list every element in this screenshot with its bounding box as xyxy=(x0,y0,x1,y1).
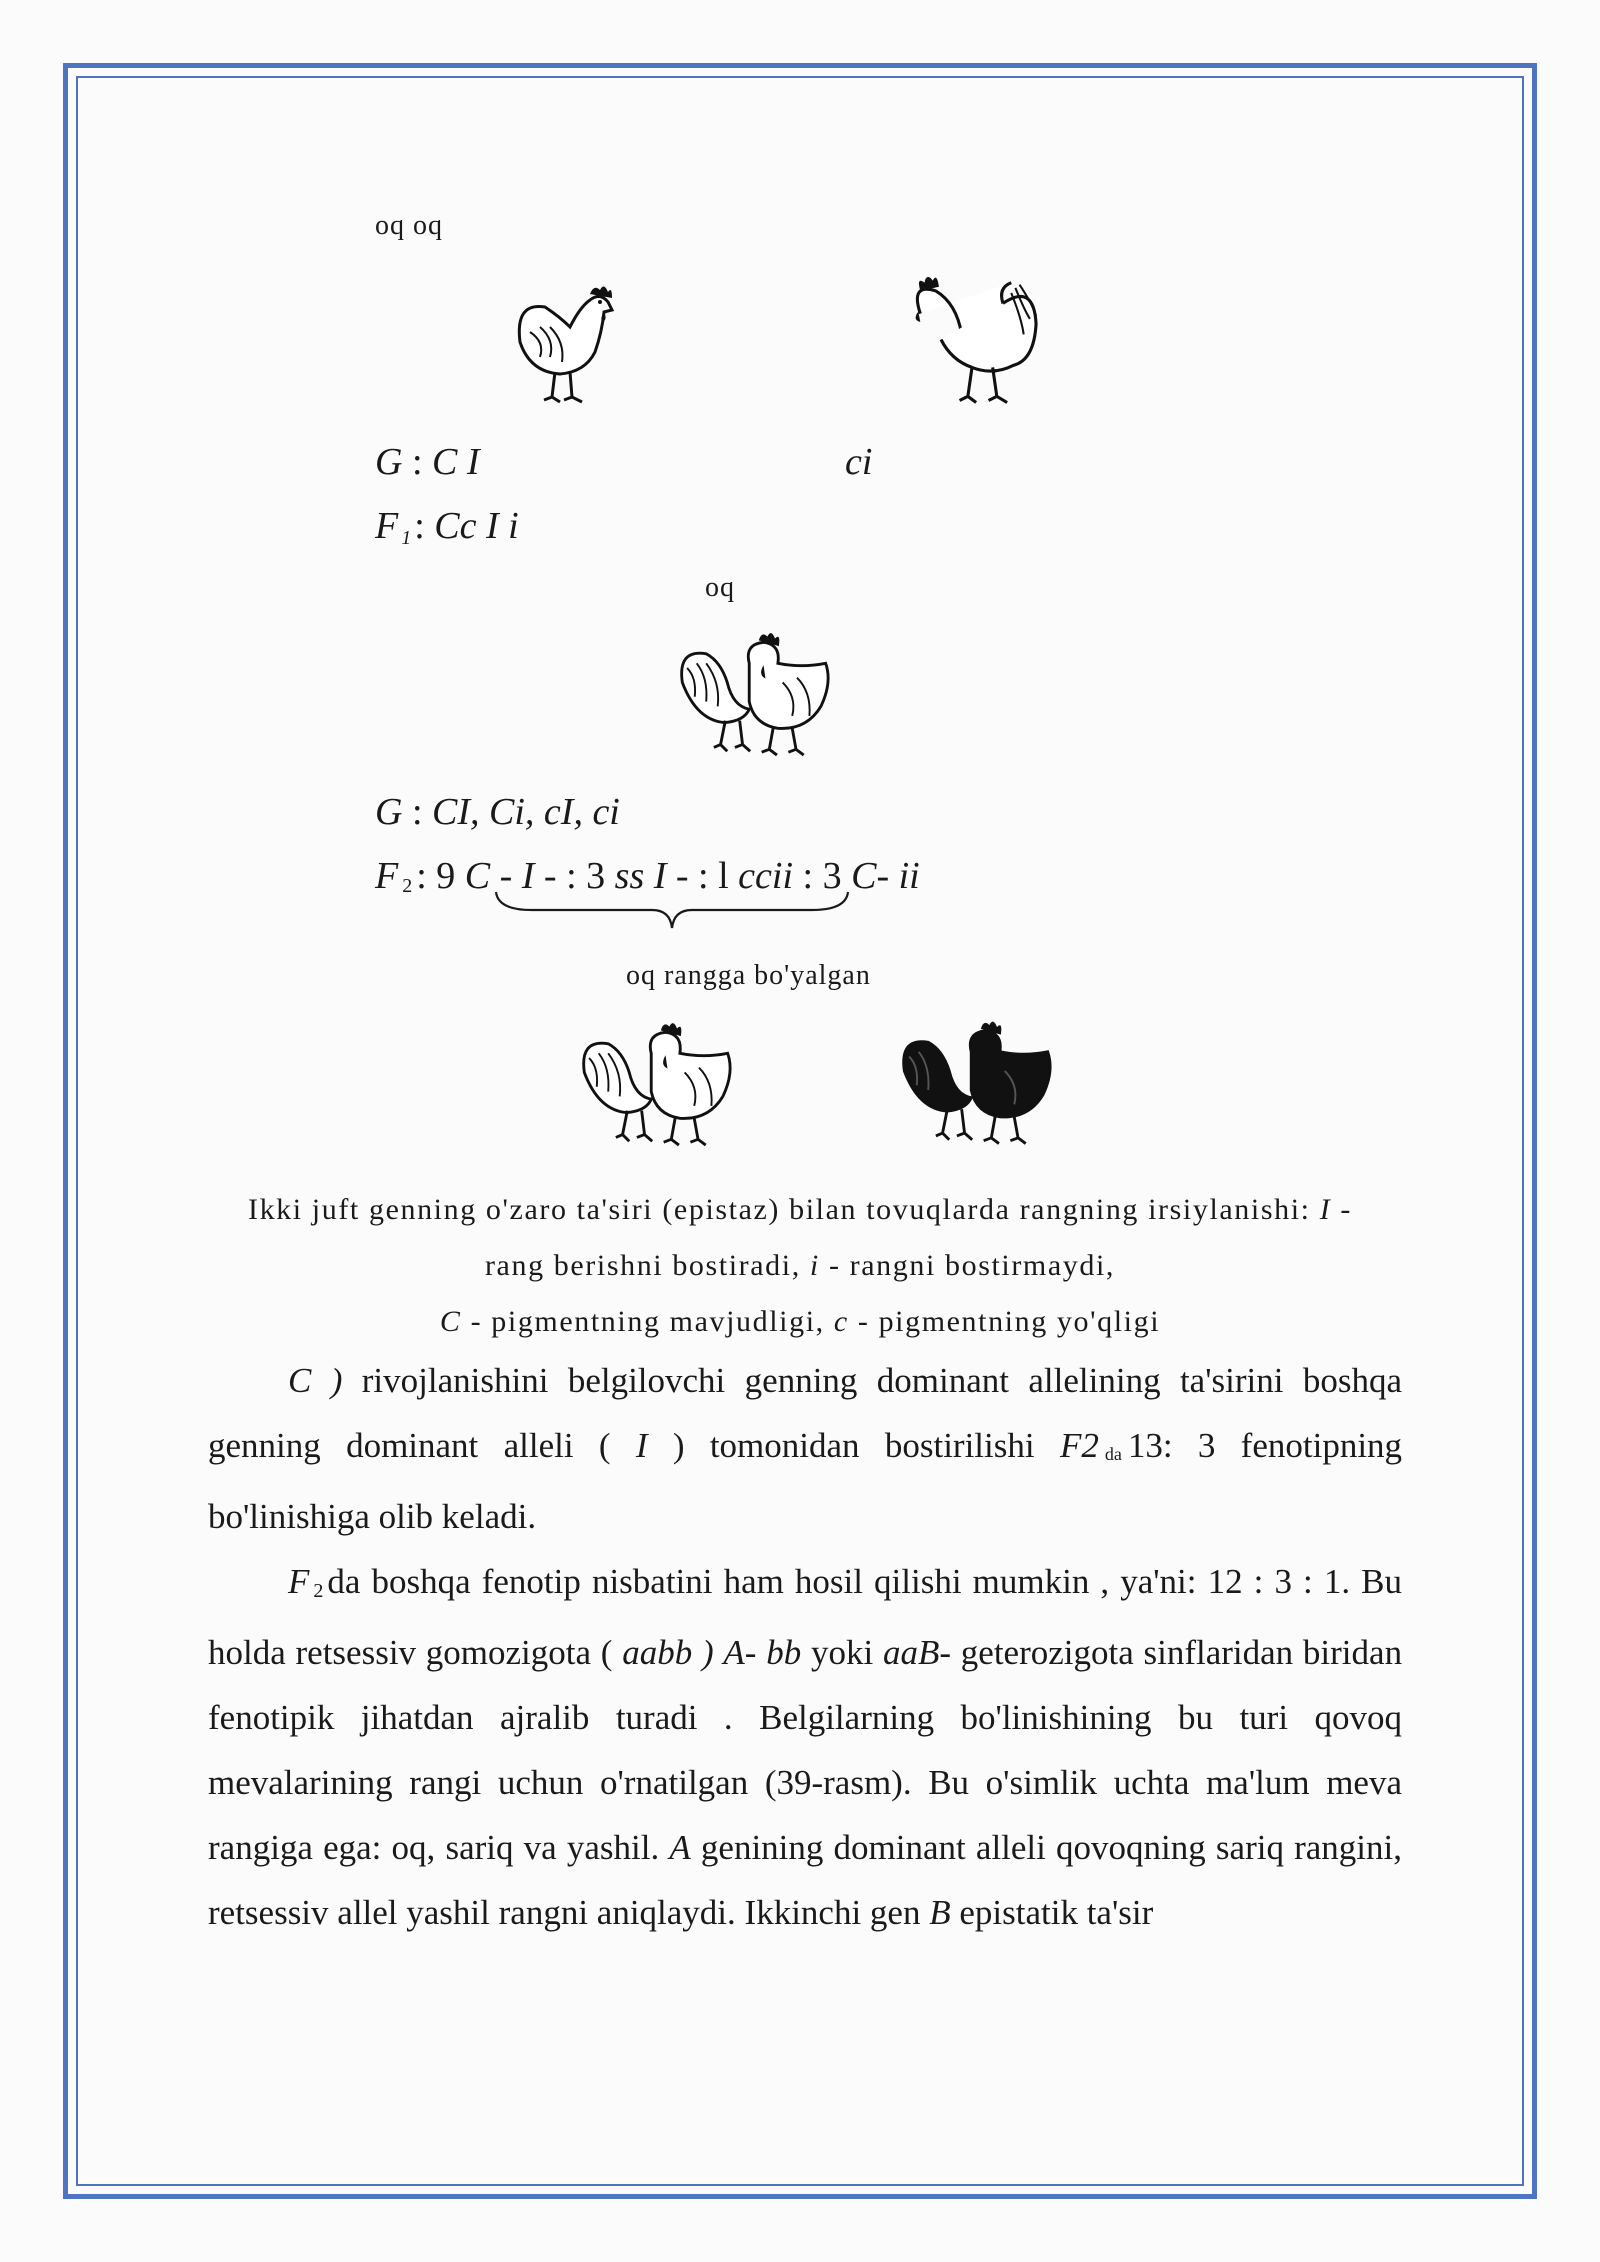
caption-line-1: Ikki juft genning o'zaro ta'siri (epistaz) bilan tovuqlarda rangning irsiylanishi: I - xyxy=(247,1193,1352,1226)
parents-label: oq oq xyxy=(375,210,443,241)
gametes-line-2: G : CI, Ci, cI, ci xyxy=(375,791,620,833)
body-paragraph-2: F 2 da boshqa fenotip nisbatini ham hosil qilishi mumkin , ya'ni: 12 : 3 : 1. Bu holda retsessiv gomozigota ( aabb ) A- bb yoki aaB- geterozigota sinflaridan biridan fenotipik jihatdan ajralib turadi . Belgilarning bo'linishining bu turi qovoq mevalarining rangi uchun o'rnatilgan (39-rasm). Bu o'simlik uchta ma'lum meva rangiga ega: oq, sariq va yashil. A genining dominant alleli qovoqning sariq rangini, retsessiv allel yashil rangni aniqlaydi. Ikkinchi gen B epistatik ta'sir xyxy=(208,1562,1403,1932)
f2-line: F 2 : 9 C - I - : 3 ss I - : l ccii : 3 C- ii xyxy=(375,855,920,897)
f2-black-chicken-pair-illustration xyxy=(890,1008,1062,1153)
rooster-illustration xyxy=(898,262,1046,417)
brace-label: oq rangga bo'yalgan xyxy=(626,960,871,991)
body-paragraph-1: C ) rivojlanishini belgilovchi genning dominant allelining ta'sirini boshqa genning dominant alleli ( I ) tomonidan bostirilishi F2 da 13: 3 fenotipning bo'linishiga olib keladi. xyxy=(208,1361,1403,1536)
f2-white-chicken-pair-illustration xyxy=(570,1012,742,1152)
gametes-line-1-right: ci xyxy=(845,441,873,483)
f1-line: F 1: Cc I i xyxy=(375,505,519,549)
brace-icon xyxy=(492,888,852,934)
figure-caption xyxy=(200,1182,1400,1350)
f1-phenotype-label: oq xyxy=(705,572,735,603)
gametes-line-1: G : C I xyxy=(375,441,480,483)
caption-line-2: rang berishni bostiradi, i - rangni bostirmaydi, xyxy=(484,1249,1116,1282)
f1-chicken-pair-illustration xyxy=(668,622,840,762)
body-text xyxy=(208,1348,1402,1945)
caption-line-3: C - pigmentning mavjudligi, c - pigmentning yo'qligi xyxy=(439,1305,1161,1338)
hen-illustration xyxy=(500,272,620,412)
